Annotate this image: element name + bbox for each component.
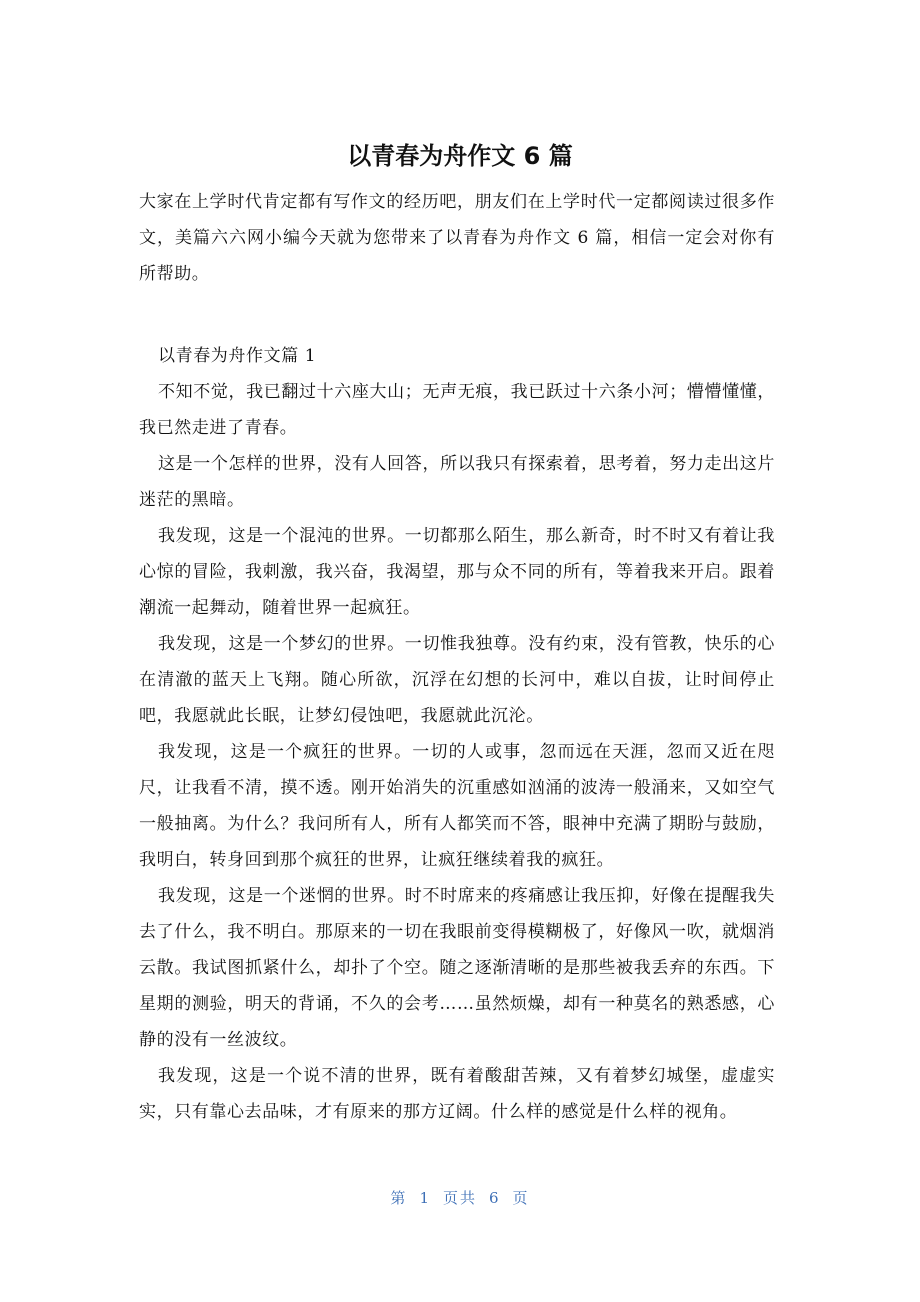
paragraph-2: 这是一个怎样的世界，没有人回答，所以我只有探索着，思考着，努力走出这片迷茫的黑暗。 bbox=[139, 454, 775, 510]
paragraph-6: 我发现，这是一个迷惘的世界。时不时席来的疼痛感让我压抑，好像在提醒我失去了什么，我不明白。那原来的一切在我眼前变得模糊极了，好像风一吹，就烟消云散。我试图抓紧什么，却扑了个空。随之逐渐清晰的是那些被我丢弃的东西。下星期的测验，明天的背诵，不久的会考……虽然烦燥，却有一种莫名的熟悉感，心静的没有一丝波纹。 bbox=[139, 886, 775, 1050]
paragraph-1: 不知不觉，我已翻过十六座大山；无声无痕，我已跃过十六条小河；懵懵懂懂，我已然走进了青春。 bbox=[139, 382, 775, 438]
intro-paragraph: 大家在上学时代肯定都有写作文的经历吧，朋友们在上学时代一定都阅读过很多作文，美篇六六网小编今天就为您带来了以青春为舟作文 6 篇，相信一定会对你有所帮助。 bbox=[139, 192, 775, 284]
footer-total-pages: 6 bbox=[489, 1189, 501, 1207]
section-heading: 以青春为舟作文篇 1 bbox=[158, 346, 317, 366]
footer-page-prefix: 第 bbox=[390, 1189, 408, 1207]
paragraph-4: 我发现，这是一个梦幻的世界。一切惟我独尊。没有约束，没有管教，快乐的心在清澈的蓝天上飞翔。随心所欲，沉浮在幻想的长河中，难以自拔，让时间停止吧，我愿就此长眠，让梦幻侵蚀吧，我愿就此沉沦。 bbox=[139, 634, 775, 726]
document-body bbox=[139, 184, 775, 1130]
paragraph-7: 我发现，这是一个说不清的世界，既有着酸甜苦辣，又有着梦幻城堡，虚虚实实，只有靠心去品味，才有原来的那方辽阔。什么样的感觉是什么样的视角。 bbox=[139, 1066, 775, 1122]
document-title: 以青春为舟作文 6 篇 bbox=[347, 142, 573, 170]
footer-current-page: 1 bbox=[419, 1189, 431, 1207]
paragraph-5: 我发现，这是一个疯狂的世界。一切的人或事，忽而远在天涯，忽而又近在咫尺，让我看不清，摸不透。刚开始消失的沉重感如汹涌的波涛一般涌来，又如空气一般抽离。为什么？我问所有人，所有人都笑而不答，眼神中充满了期盼与鼓励，我明白，转身回到那个疯狂的世界，让疯狂继续着我的疯狂。 bbox=[139, 742, 775, 870]
footer-page-suffix: 页 bbox=[512, 1189, 530, 1207]
footer-page-mid: 页共 bbox=[442, 1189, 477, 1207]
paragraph-3: 我发现，这是一个混沌的世界。一切都那么陌生，那么新奇，时不时又有着让我心惊的冒险，我刺激，我兴奋，我渴望，那与众不同的所有，等着我来开启。跟着潮流一起舞动，随着世界一起疯狂。 bbox=[139, 526, 775, 618]
page-footer bbox=[0, 1186, 920, 1210]
